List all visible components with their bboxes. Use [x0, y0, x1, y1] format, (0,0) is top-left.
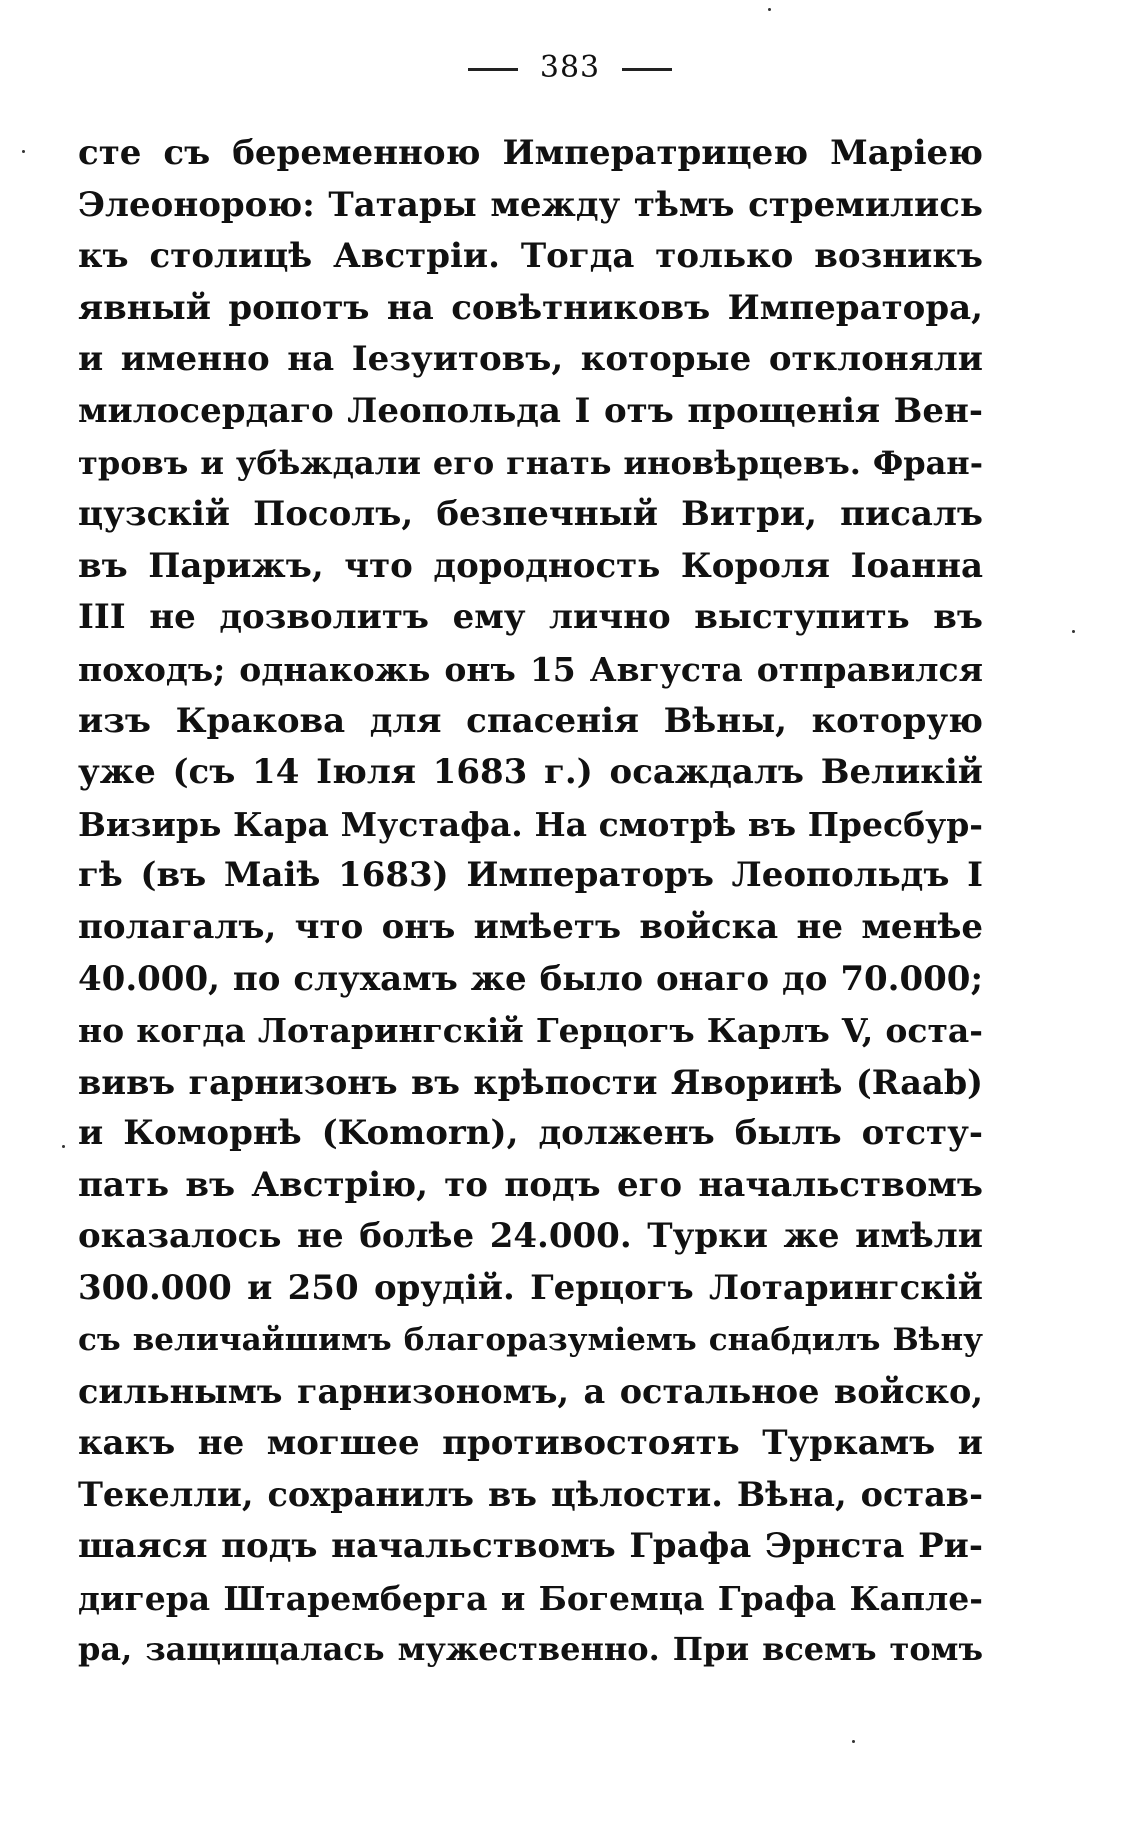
text-line: сильнымъ гарнизономъ, а остальное войско, — [78, 1372, 983, 1412]
page-header — [0, 48, 1140, 88]
text-line: какъ не могшее противостоять Туркамъ и — [78, 1422, 983, 1463]
text-line: полагалъ, что онъ имѣетъ войска не менѣе — [78, 906, 983, 947]
text-line: явный ропотъ на совѣтниковъ Императора, — [78, 287, 983, 328]
text-line: Текелли, сохранилъ въ цѣлости. Вѣна, остав- — [78, 1475, 983, 1515]
scan-speck — [852, 1740, 855, 1743]
right-dash — [622, 68, 672, 71]
scan-speck — [1072, 630, 1075, 633]
page-number: 383 — [539, 50, 601, 85]
text-line: уже (съ 14 Іюля 1683 г.) осаждалъ Великій — [78, 752, 983, 793]
text-line: милосердаго Леопольда I отъ прощенія Вен- — [78, 390, 983, 431]
text-line: гѣ (въ Маіѣ 1683) Императоръ Леопольдъ I — [78, 855, 983, 896]
text-line: въ Парижъ, что дородность Короля Іоанна — [78, 545, 983, 586]
text-line: и именно на Іезуитовъ, которые отклоняли — [78, 339, 983, 380]
text-line: сте съ беременною Императрицею Маріею — [78, 133, 983, 173]
text-line: изъ Кракова для спасенія Вѣны, которую — [78, 700, 983, 741]
scan-speck — [768, 8, 771, 11]
scan-speck — [62, 1145, 65, 1148]
scan-speck — [22, 150, 25, 153]
text-line: 40.000, по слухамъ же было онаго до 70.000; — [78, 958, 983, 999]
text-line: тровъ и убѣждали его гнать иновѣрцевъ. Фран- — [78, 443, 983, 482]
text-line: III не дозволитъ ему лично выступить въ — [78, 597, 983, 638]
text-line: дигера Штаремберга и Богемца Графа Капле- — [78, 1578, 983, 1618]
left-dash — [468, 68, 518, 71]
text-line: вивъ гарнизонъ въ крѣпости Яворинѣ (Raab) — [78, 1062, 983, 1102]
text-line: пать въ Австрію, то подъ его начальствомъ — [78, 1164, 983, 1205]
text-line: и Коморнѣ (Komorn), долженъ былъ отсту- — [78, 1113, 983, 1154]
text-line: оказалось не болѣе 24.000. Турки же имѣли — [78, 1216, 983, 1257]
text-line: Элеонорою: Татары между тѣмъ стремились — [78, 184, 983, 225]
text-line: шаяся подъ начальствомъ Графа Эрнста Ри- — [78, 1526, 983, 1567]
body-text — [78, 128, 983, 1676]
text-line: походъ; однакожь онъ 15 Августа отправился — [78, 649, 983, 689]
text-line: но когда Лотарингскій Герцогъ Карлъ V, оста- — [78, 1011, 983, 1051]
text-line: цузскій Посолъ, безпечный Витри, писалъ — [78, 494, 983, 535]
text-line: съ величайшимъ благоразуміемъ снабдилъ Вѣну — [78, 1321, 983, 1358]
text-line: Визирь Кара Мустафа. На смотрѣ въ Пресбур- — [78, 804, 983, 844]
text-line: ра, защищалась мужественно. При всемъ томъ — [78, 1630, 983, 1669]
text-line: 300.000 и 250 орудій. Герцогъ Лотарингскій — [78, 1268, 983, 1309]
text-line: къ столицѣ Австріи. Тогда только возникъ — [78, 236, 983, 277]
